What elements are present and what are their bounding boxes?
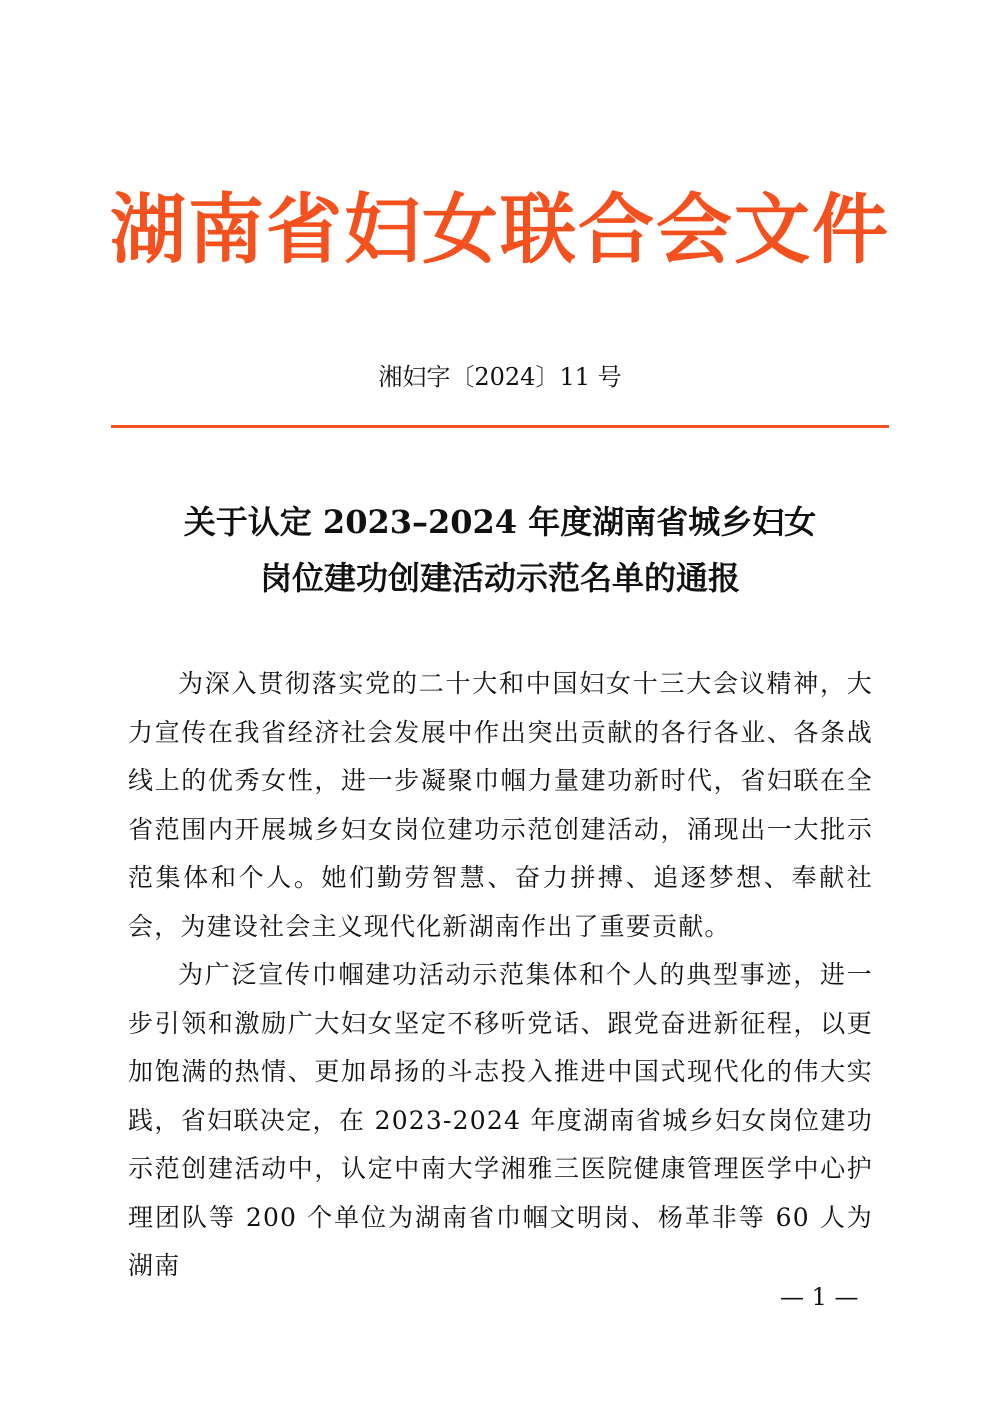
body-paragraph-2: 为广泛宣传巾帼建功活动示范集体和个人的典型事迹，进一步引领和激励广大妇女坚定不移听党话、跟党奋进新征程，以更加饱满的热情、更加昂扬的斗志投入推进中国式现代化的伟大实践，省妇联决定，在 2023-2024 年度湖南省城乡妇女岗位建功示范创建活动中，认定中南大学湘雅三医院健康管理医学中心护理团队等 200 个单位为湖南省巾帼文明岗、杨革非等 60 人为湖南 (128, 960, 873, 1280)
document-title-line-1: 关于认定 2023–2024 年度湖南省城乡妇女 (183, 503, 817, 541)
document-number: 湘妇字〔2024〕11 号 (378, 363, 622, 391)
document-masthead: 湖南省妇女联合会文件 (110, 185, 890, 274)
body-paragraph-1: 为深入贯彻落实党的二十大和中国妇女十三大会议精神，大力宣传在我省经济社会发展中作出突出贡献的各行各业、各条战线上的优秀女性，进一步凝聚巾帼力量建功新时代，省妇联在全省范围内开展城乡妇女岗位建功示范创建活动，涌现出一大批示范集体和个人。她们勤劳智慧、奋力拼搏、追逐梦想、奉献社会，为建设社会主义现代化新湖南作出了重要贡献。 (128, 669, 873, 941)
red-separator-line (111, 425, 889, 428)
page-number: — 1 — (780, 1283, 859, 1311)
document-body (128, 660, 873, 1291)
document-title-line-2: 岗位建功创建活动示范名单的通报 (259, 559, 740, 597)
document-title (110, 494, 890, 606)
